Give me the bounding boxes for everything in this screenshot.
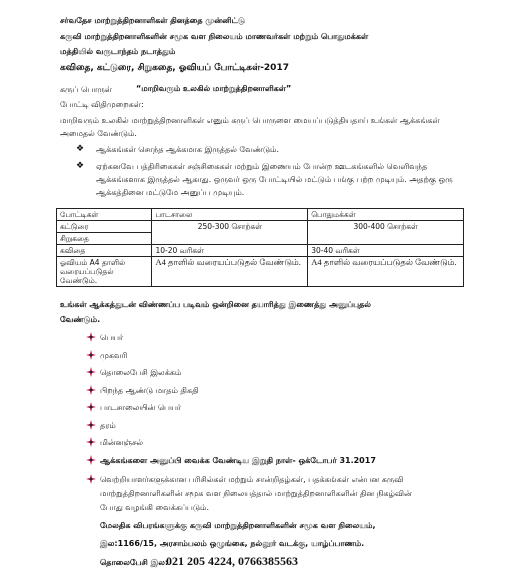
header-line-4: கவிதை, கட்டுரை, சிறுகதை, ஓவியப் போட்டிகள்-2017 bbox=[60, 63, 289, 73]
rule-2-line-2: ஆக்கங்களாக இருத்தல் ஆகாது. ஒருவர் ஒரு போட்டியில் மட்டும் பங்கு பற்ற முடியும். அதற்கு ஒரு bbox=[96, 175, 453, 184]
contact-phone-label: தொலைபேசி இல: bbox=[100, 558, 169, 567]
contact-phone-numbers: 021 205 4224, 0766385563 bbox=[166, 554, 298, 568]
header-line-2: கருவி மாற்றுத்திறனாளிகளின் சமூக வள நிலையம் மாணவர்கள் மற்றும் பொதுமக்கள் bbox=[60, 32, 369, 41]
theme-label: கருப் பொருள் bbox=[60, 85, 113, 94]
form-intro-1: உங்கள் ஆக்கத்துடன் விண்ணப்ப படிவம் ஒன்றினை தயாரித்து இணைத்து அனுப்புதல் bbox=[60, 300, 371, 309]
deadline-text: ஆக்கங்களை அனுப்பி வைக்க வேண்டிய இறுதி நாள்- ஒக்டோபர் 31.2017 bbox=[100, 456, 376, 465]
table-cell: 10-20 வரிகள் bbox=[152, 245, 308, 257]
diamond-bullet-icon: ❖ bbox=[76, 144, 85, 154]
header-line-1: சர்வதேச மாற்றுத்திறனாளிகள் தினத்தை முன்னிட்டு bbox=[60, 16, 246, 25]
table-cell: கட்டுரை bbox=[57, 221, 152, 233]
ornament-bullet-icon bbox=[86, 402, 96, 412]
table-cell: 30-40 வரிகள் bbox=[308, 245, 464, 257]
table-cell: சிறுகதை bbox=[57, 233, 152, 245]
diamond-bullet-icon: ❖ bbox=[76, 161, 85, 171]
table-header-cell: போட்டிகள் bbox=[57, 209, 152, 221]
form-field-item: பாடசாலையின் பெயர் bbox=[100, 403, 182, 412]
table-header-cell: பொதுமக்கள் bbox=[308, 209, 464, 221]
ornament-bullet-icon bbox=[86, 420, 96, 430]
rule-2-line-3: ஆக்கத்தினை மட்டுமே அனுப்ப முடியும். bbox=[96, 188, 245, 197]
table-cell: ஓவியம் A4 தாளில் வரையப்படுதல் வேண்டும். bbox=[57, 257, 152, 287]
rules-intro-1: மாறிவரும் உலகில் மாற்றுத்திறனாளிகள் எனும் கருப் பொருளை மையப்படுத்தியதாய் உங்கள் ஆக்கங்கள் bbox=[60, 116, 440, 125]
table-header-row bbox=[57, 209, 464, 221]
rules-title: போட்டி விதிமுறைகள்: bbox=[60, 100, 144, 109]
competition-table bbox=[56, 208, 464, 287]
prize-line-3: போது வழங்கி வைக்கப்படும். bbox=[100, 503, 209, 512]
table-cell: 250-300 சொற்கள் bbox=[152, 221, 308, 245]
header-line-3: மத்தியில் வருடாந்தம் நடாத்தும் bbox=[60, 47, 176, 56]
table-row bbox=[57, 245, 464, 257]
contact-line-1: மேலதிக விபரங்களுக்கு கருவி மாற்றுத்திறனாளிகளின் சமூக வள நிலையம், bbox=[100, 521, 376, 530]
ornament-bullet-icon bbox=[86, 474, 96, 484]
table-cell: கவிதை bbox=[57, 245, 152, 257]
table-row bbox=[57, 257, 464, 287]
table-cell: 300-400 சொற்கள் bbox=[308, 221, 464, 245]
ornament-bullet-icon bbox=[86, 367, 96, 377]
ornament-bullet-icon bbox=[86, 332, 96, 342]
ornament-bullet-icon bbox=[86, 385, 96, 395]
rule-1: ஆக்கங்கள் சொந்த ஆக்கமாக இருத்தல் வேண்டும். bbox=[96, 145, 280, 154]
table-cell: A4 தாளில் வரையப்படுதல் வேண்டும். bbox=[152, 257, 308, 287]
theme-value: “மாறிவரும் உலகில் மாற்றுத்திறனாளிகள்” bbox=[136, 84, 292, 93]
prize-line-2: மாற்றுத்திறனாளிகளின் சமூக வள நிலையத்தால் மாற்றுத்திறனாளிகளின் தின நிகழ்வின் bbox=[100, 489, 412, 498]
form-intro-2: வேண்டும். bbox=[60, 315, 101, 324]
form-field-item: பிறந்த ஆண்டு மாதம் திகதி bbox=[100, 386, 199, 395]
ornament-bullet-icon bbox=[86, 455, 96, 465]
form-field-item: தரம் bbox=[100, 421, 116, 430]
form-field-item: தொலைபேசி இலக்கம் bbox=[100, 368, 182, 377]
form-field-item: முகவரி bbox=[100, 351, 128, 360]
form-field-item: பெயர் bbox=[100, 333, 124, 342]
table-row bbox=[57, 221, 464, 233]
ornament-bullet-icon bbox=[86, 350, 96, 360]
rules-intro-2: அமைதல் வேண்டும். bbox=[60, 129, 137, 138]
prize-line-1: வெற்றியாளர்களுக்கான பரிசில்கள் மற்றும் சான்றிதழ்கள், பதக்கங்கள் என்பன கருவி bbox=[100, 475, 404, 484]
table-cell: A4 தாளில் வரையப்படுதல் வேண்டும். bbox=[308, 257, 464, 287]
contact-address: இல:1166/15, அரசாம்பலம் ஒழுங்கை, நல்லூர் வடக்கு, யாழ்ப்பாணம். bbox=[100, 539, 365, 548]
form-field-item: மின்னஞ்சல் bbox=[100, 438, 144, 447]
ornament-bullet-icon bbox=[86, 437, 96, 447]
table-header-cell: பாடசாலை bbox=[152, 209, 308, 221]
rule-2-line-1: ஏற்கனவே பத்திரிகைகள் சஞ்சிகைகள் மற்றும் இணையம் போன்ற ஊடகங்களில் வெளிவந்த bbox=[96, 162, 428, 171]
